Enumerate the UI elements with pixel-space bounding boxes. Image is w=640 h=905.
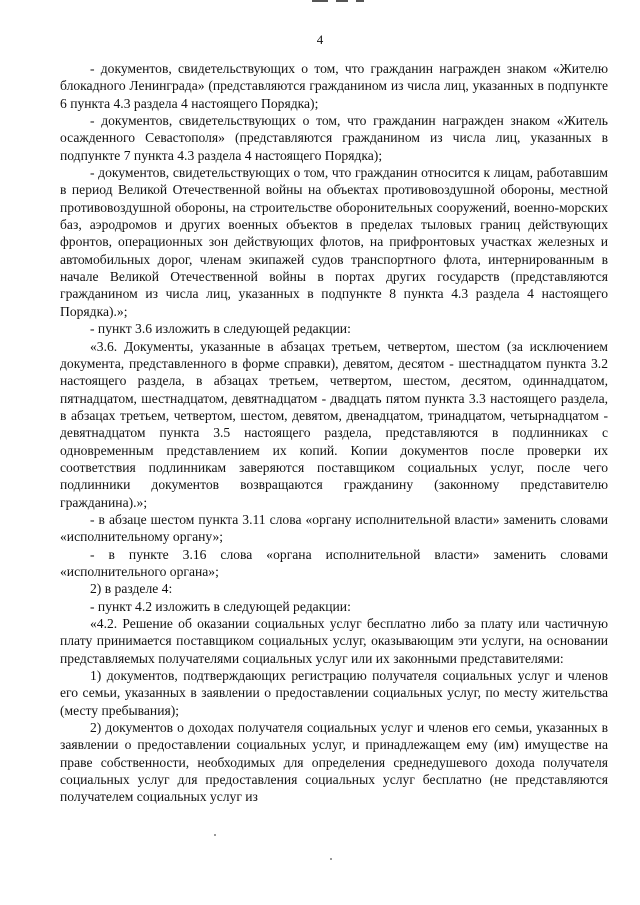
paragraph: «3.6. Документы, указанные в абзацах третьем, четвертом, шестом (за исключением документа, представленного в форме справки), девятом, десятом - шестнадцатом пункта 3.2 настоящего раздела, в абзацах третьем, четвертом, шестом, десятом, одиннадцатом, пятнадцатом, шестнадцатом, девятнадцатом - двадцать пятом пункта 3.3 настоящего раздела, в абзацах третьем, четвертом, шестом, девятом, двенадцатом, тринадцатом, четырнадцатом - девятнадцатом пункта 3.5 настоящего раздела, представляются в подлинниках с одновременным представлением их копий. Копии документов после проверки их соответствия подлинникам заверяются поставщиком социальных услуг, после чего подлинники документов возвращаются гражданину (законному представителю гражданина).»; — [60, 338, 608, 510]
paragraph: 2) в разделе 4: — [90, 581, 173, 597]
paragraph: - в пункте 3.16 слова «органа исполнительной власти» заменить словами «исполнительного органа»; — [60, 546, 608, 579]
paragraph: - пункт 3.6 изложить в следующей редакции: — [90, 321, 351, 337]
paragraph: - пункт 4.2 изложить в следующей редакции: — [90, 598, 351, 614]
paragraph: - документов, свидетельствующих о том, что гражданин награжден знаком «Житель осажденного Севастополя» (представляются гражданином из числа лиц, указанных в подпункте 7 пункта 4.3 раздела 4 настоящего Порядка); — [60, 113, 608, 163]
scan-artifact-top — [336, 0, 348, 2]
scan-artifact-top — [312, 0, 328, 2]
paragraph: - документов, свидетельствующих о том, что гражданин награжден знаком «Жителю блокадного Ленинграда» (представляются гражданином из числа лиц, указанных в подпункте 6 пункта 4.3 раздела 4 настоящего Порядка); — [60, 61, 608, 111]
paragraph: - документов, свидетельствующих о том, что гражданин относится к лицам, работавшим в период Великой Отечественной войны на объектах противовоздушной обороны, местной противовоздушной обороны, на строительстве оборонительных сооружений, военно-морских баз, аэродромов и других военных объектов в пределах тыловых границ действующих фронтов, операционных зон действующих флотов, на прифронтовых участках железных и автомобильных дорог, членам экипажей судов транспортного флота, интернированным в начале Великой Отечественной войны в портах других государств (представляются гражданином из числа лиц, указанных в подпункте 8 пункта 4.3 раздела 4 настоящего Порядка).»; — [60, 165, 608, 319]
paragraph: - в абзаце шестом пункта 3.11 слова «органу исполнительной власти» заменить словами «исполнительному органу»; — [60, 511, 608, 545]
page-number: 4 — [316, 32, 324, 47]
paragraph: 1) документов, подтверждающих регистрацию получателя социальных услуг и членов его семьи, указанных в заявлении о предоставлении социальных услуг, по месту жительства (месту пребывания); — [60, 668, 608, 718]
paragraph: «4.2. Решение об оказании социальных услуг бесплатно либо за плату или частичную плату принимается поставщиком социальных услуг, оказывающим эти услуги, на основании представляемых получателями социальных услуг или их законными представителями: — [60, 616, 608, 666]
body-text — [60, 60, 608, 806]
scan-speck — [214, 834, 216, 836]
scan-artifact-top — [356, 0, 364, 2]
paragraph: 2) документов о доходах получателя социальных услуг и членов его семьи, указанных в заявлении о предоставлении социальных услуг, и принадлежащем ему (им) имуществе на праве собственности, необходимых для определения среднедушевого дохода получателя социальных услуг для предоставления социальных услуг бесплатно (не представляются получателем социальных услуг из — [60, 720, 608, 805]
scan-speck — [330, 858, 332, 860]
